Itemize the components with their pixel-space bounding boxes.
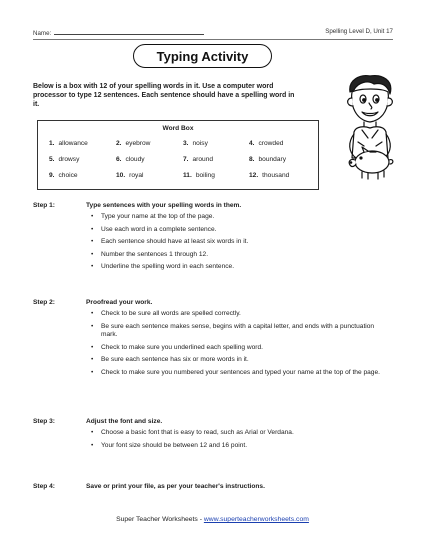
bullet-item: • Check to make sure you numbered your sentences and typed your name at the top of the page.	[91, 369, 386, 377]
bullet-item: • Your font size should be between 12 and 16 point.	[91, 442, 386, 450]
bullet-item: • Choose a basic font that is easy to read, such as Arial or Verdana.	[91, 429, 386, 437]
bullet-item: • Each sentence should have at least six words in it.	[91, 238, 386, 246]
instructions-intro: Below is a box with 12 of your spelling words in it. Use a computer word processor to type 12 sentences. Each sentence should have a spelling word in it.	[33, 83, 295, 108]
step-heading: Type sentences with your spelling words in them.	[86, 202, 242, 209]
word-item: 3. noisy	[183, 140, 208, 147]
step-label: Step 4:	[33, 483, 55, 490]
step-heading: Save or print your file, as per your teacher's instructions.	[86, 483, 265, 490]
page-title: Typing Activity	[156, 48, 249, 64]
word-item: 4. crowded	[249, 140, 284, 147]
bullet-item: • Check to make sure you underlined each spelling word.	[91, 344, 386, 352]
word-box	[37, 120, 319, 190]
footer	[0, 516, 425, 523]
word-item: 10. royal	[116, 172, 144, 179]
word-row	[49, 140, 311, 156]
bullet-item: • Underline the spelling word in each sentence.	[91, 263, 386, 271]
step-bullets	[91, 310, 386, 381]
bullet-item: • Type your name at the top of the page.	[91, 213, 386, 221]
step-label: Step 3:	[33, 418, 55, 425]
word-item: 1. allowance	[49, 140, 88, 147]
step-label: Step 2:	[33, 299, 55, 306]
level-label: Spelling Level D, Unit 17	[325, 28, 393, 35]
header-rule	[33, 39, 393, 40]
word-item: 5. drowsy	[49, 156, 80, 163]
name-field	[33, 28, 204, 37]
step-heading: Adjust the font and size.	[86, 418, 163, 425]
step-bullets	[91, 213, 386, 276]
word-item: 2. eyebrow	[116, 140, 151, 147]
footer-text: Super Teacher Worksheets -	[116, 516, 204, 523]
word-grid	[49, 140, 311, 188]
title-box	[133, 44, 272, 68]
bullet-item: • Be sure each sentence has six or more words in it.	[91, 356, 386, 364]
word-item: 8. boundary	[249, 156, 286, 163]
word-box-title: Word Box	[162, 125, 194, 132]
bullet-item: • Number the sentences 1 through 12.	[91, 251, 386, 259]
word-item: 6. cloudy	[116, 156, 145, 163]
name-line	[54, 28, 204, 35]
bullet-item: • Check to be sure all words are spelled correctly.	[91, 310, 386, 318]
bullet-item: • Be sure each sentence makes sense, begins with a capital letter, and ends with a punctuation mark.	[91, 323, 386, 340]
step-heading: Proofread your work.	[86, 299, 153, 306]
bullet-item: • Use each word in a complete sentence.	[91, 226, 386, 234]
word-item: 11. boiling	[183, 172, 215, 179]
word-row	[49, 156, 311, 172]
word-item: 12. thousand	[249, 172, 290, 179]
word-item: 9. choice	[49, 172, 78, 179]
step-bullets	[91, 429, 386, 454]
name-label: Name:	[33, 30, 52, 37]
word-row	[49, 172, 311, 188]
footer-link[interactable]: www.superteacherworksheets.com	[203, 516, 309, 523]
step-label: Step 1:	[33, 202, 55, 209]
boy-with-piggy-bank-illustration	[338, 72, 402, 192]
word-item: 7. around	[183, 156, 214, 163]
